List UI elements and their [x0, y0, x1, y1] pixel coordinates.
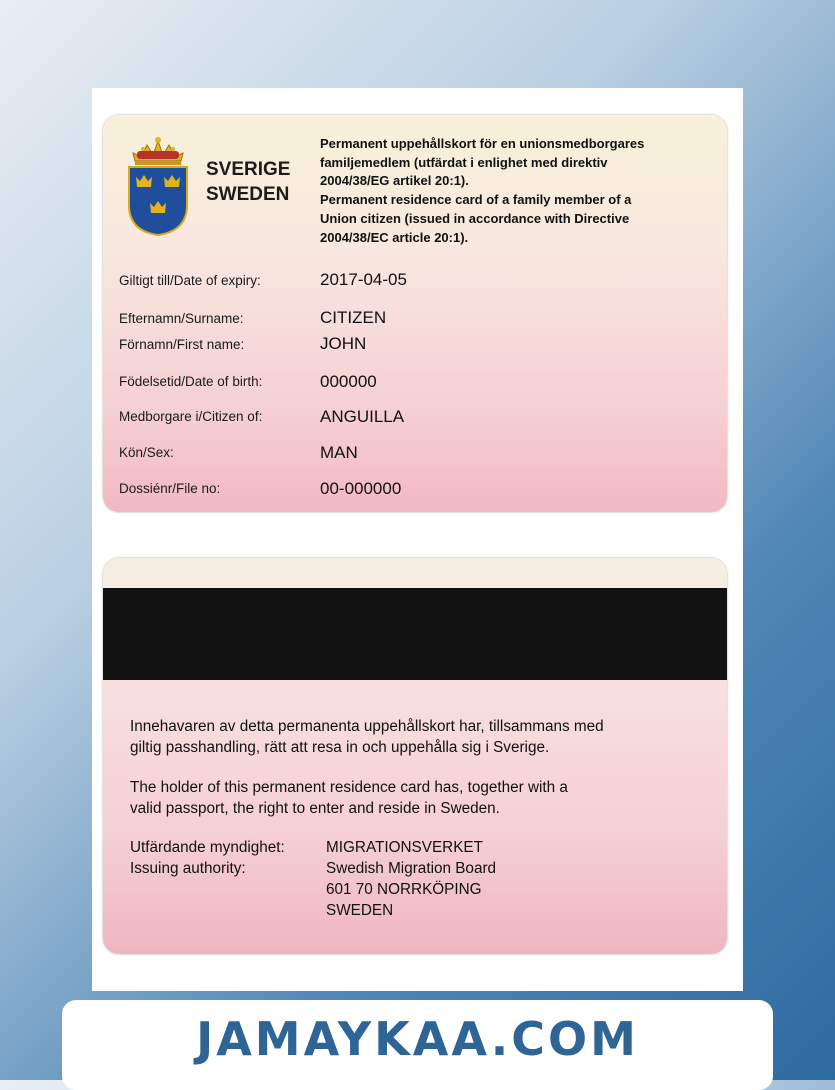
magnetic-stripe	[103, 588, 727, 680]
country-name-swedish: SVERIGE	[206, 159, 291, 180]
issuing-authority-label-english: Issuing authority:	[130, 860, 246, 877]
card-title-line: Union citizen (issued in accordance with Directive	[320, 210, 630, 226]
issuing-authority-country: SWEDEN	[326, 902, 394, 919]
statement-line: giltig passhandling, rätt att resa in och uppehålla sig i Sverige.	[130, 739, 550, 756]
residence-card-back	[103, 558, 727, 954]
file-number-value: 00-000000	[320, 479, 402, 498]
date-of-birth-value: 000000	[320, 372, 377, 391]
swedish-statement	[130, 716, 710, 758]
card-title-line: 2004/38/EG artikel 20:1).	[320, 173, 469, 189]
issuing-authority-name: MIGRATIONSVERKET	[326, 839, 483, 856]
citizenship-label: Medborgare i/Citizen of:	[119, 409, 263, 424]
english-statement	[130, 777, 710, 819]
site-watermark-text: JAMAYKAA.COM	[196, 1012, 639, 1066]
statement-line: The holder of this permanent residence card has, together with a	[130, 779, 568, 796]
issuing-authority-address	[326, 837, 496, 921]
surname-value: CITIZEN	[320, 308, 387, 327]
document-sheet	[92, 88, 743, 991]
first-name-value: JOHN	[320, 334, 367, 353]
card-title-line: 2004/38/EC article 20:1).	[320, 229, 469, 245]
sex-label: Kön/Sex:	[119, 445, 174, 460]
card-title-line: familjemedlem (utfärdat i enlighet med direktiv	[320, 154, 608, 170]
card-title-line: Permanent uppehållskort för en unionsmedborgares	[320, 136, 645, 151]
country-name-english: SWEDEN	[206, 184, 290, 205]
surname-label: Efternamn/Surname:	[119, 311, 244, 326]
issuing-authority-labels	[130, 837, 285, 879]
card-title-line: Permanent residence card of a family member of a	[320, 192, 632, 208]
swedish-coat-of-arms-icon	[123, 135, 193, 237]
statement-line: valid passport, the right to enter and reside in Sweden.	[130, 800, 500, 817]
issuing-authority-postcode: 601 70 NORRKÖPING	[326, 881, 482, 898]
statement-line: Innehavaren av detta permanenta uppehållskort har, tillsammans med	[130, 718, 604, 735]
first-name-label: Förnamn/First name:	[119, 337, 245, 352]
site-banner	[62, 1000, 773, 1090]
issuing-authority-name-english: Swedish Migration Board	[326, 860, 497, 877]
expiry-value: 2017-04-05	[320, 270, 407, 289]
citizenship-value: ANGUILLA	[320, 407, 405, 426]
card-title-text	[320, 135, 715, 247]
expiry-label: Giltigt till/Date of expiry:	[119, 273, 261, 288]
issuing-authority-label-swedish: Utfärdande myndighet:	[130, 839, 285, 856]
sex-value: MAN	[320, 443, 358, 462]
residence-card-front	[103, 115, 727, 512]
date-of-birth-label: Födelsetid/Date of birth:	[119, 374, 263, 389]
file-number-label: Dossiénr/File no:	[119, 481, 221, 496]
country-name	[206, 157, 290, 207]
